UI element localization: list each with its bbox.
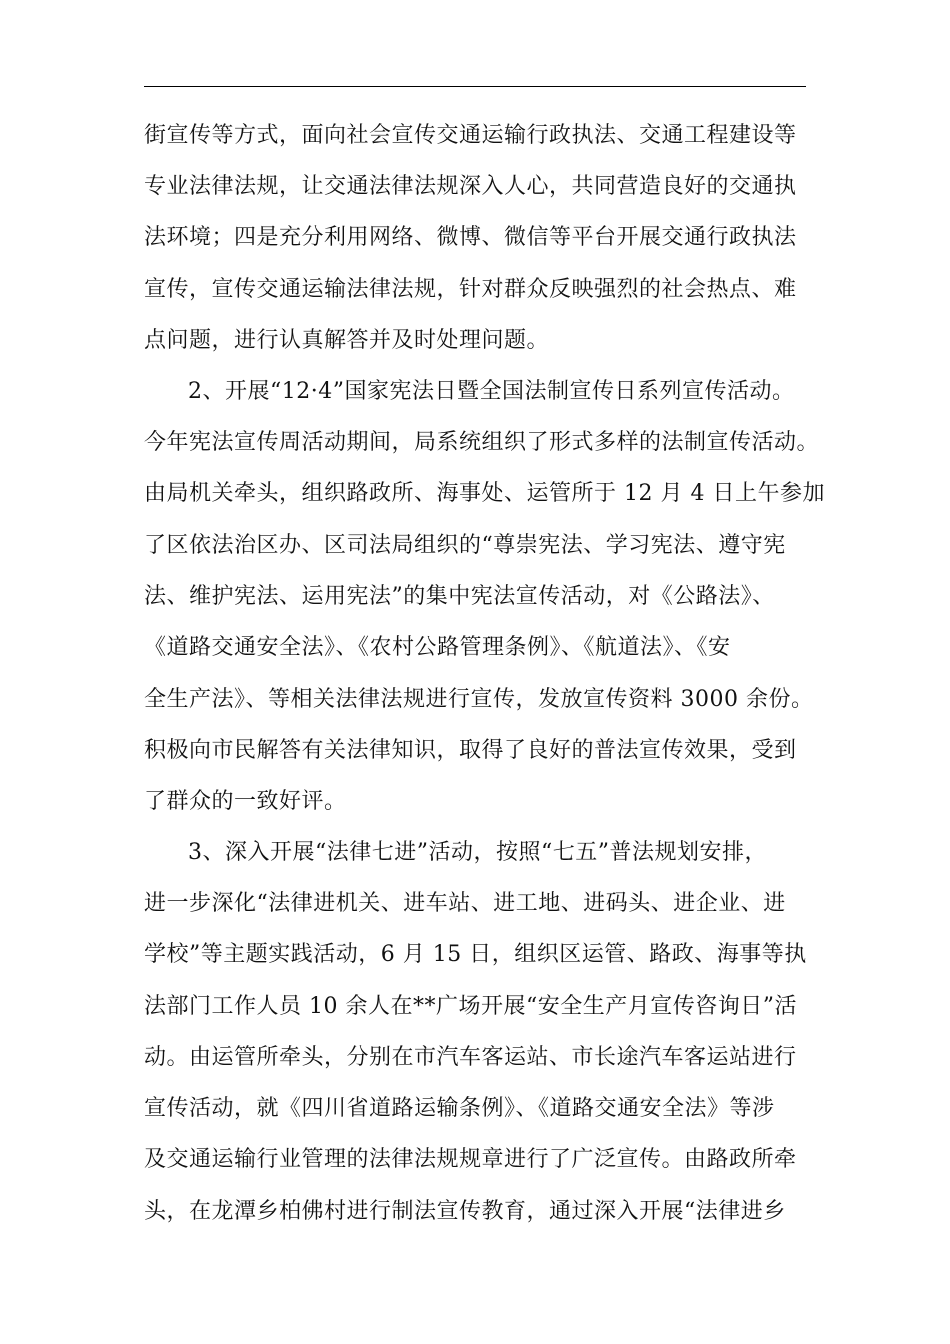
text-line: 全生产法》、等相关法律法规进行宣传，发放宣传资料 3000 余份。 [144, 687, 814, 712]
paragraph-start-line: 3、深入开展“法律七进”活动，按照“七五”普法规划安排， [188, 840, 767, 865]
text-line: 了区依法治区办、区司法局组织的“尊崇宪法、学习宪法、遵守宪 [144, 533, 786, 558]
text-line: 法部门工作人员 10 余人在**广场开展“安全生产月宣传咨询日”活 [144, 994, 797, 1019]
text-line: 宣传，宣传交通运输法律法规，针对群众反映强烈的社会热点、难 [144, 277, 797, 302]
text-line: 动。由运管所牵头，分别在市汽车客运站、市长途汽车客运站进行 [144, 1045, 797, 1070]
text-line: 头，在龙潭乡柏佛村进行制法宣传教育，通过深入开展“法律进乡 [144, 1199, 786, 1224]
text-line: 法环境；四是充分利用网络、微博、微信等平台开展交通行政执法 [144, 225, 797, 250]
text-line: 法、维护宪法、运用宪法”的集中宪法宣传活动，对《公路法》、 [144, 584, 775, 609]
text-line: 街宣传等方式，面向社会宣传交通运输行政执法、交通工程建设等 [144, 123, 797, 148]
text-line: 了群众的一致好评。 [144, 789, 347, 814]
text-line: 《道路交通安全法》、《农村公路管理条例》、《航道法》、《安 [144, 635, 731, 660]
text-line: 点问题，进行认真解答并及时处理问题。 [144, 328, 550, 353]
text-line: 宣传活动，就《四川省道路运输条例》、《道路交通安全法》等涉 [144, 1096, 775, 1121]
text-line: 学校”等主题实践活动，6 月 15 日，组织区运管、路政、海事等执 [144, 942, 807, 967]
paragraph-start-line: 2、开展“12·4”国家宪法日暨全国法制宣传日系列宣传活动。 [188, 379, 795, 404]
text-line: 专业法律法规，让交通法律法规深入人心，共同营造良好的交通执 [144, 174, 797, 199]
text-line: 进一步深化“法律进机关、进车站、进工地、进码头、进企业、进 [144, 891, 786, 916]
text-line: 及交通运输行业管理的法律法规规章进行了广泛宣传。由路政所牵 [144, 1147, 797, 1172]
text-line: 由局机关牵头，组织路政所、海事处、运管所于 12 月 4 日上午参加 [144, 481, 825, 506]
text-line: 积极向市民解答有关法律知识，取得了良好的普法宣传效果，受到 [144, 738, 797, 763]
header-rule [144, 86, 806, 87]
text-line: 今年宪法宣传周活动期间，局系统组织了形式多样的法制宣传活动。 [144, 430, 820, 455]
